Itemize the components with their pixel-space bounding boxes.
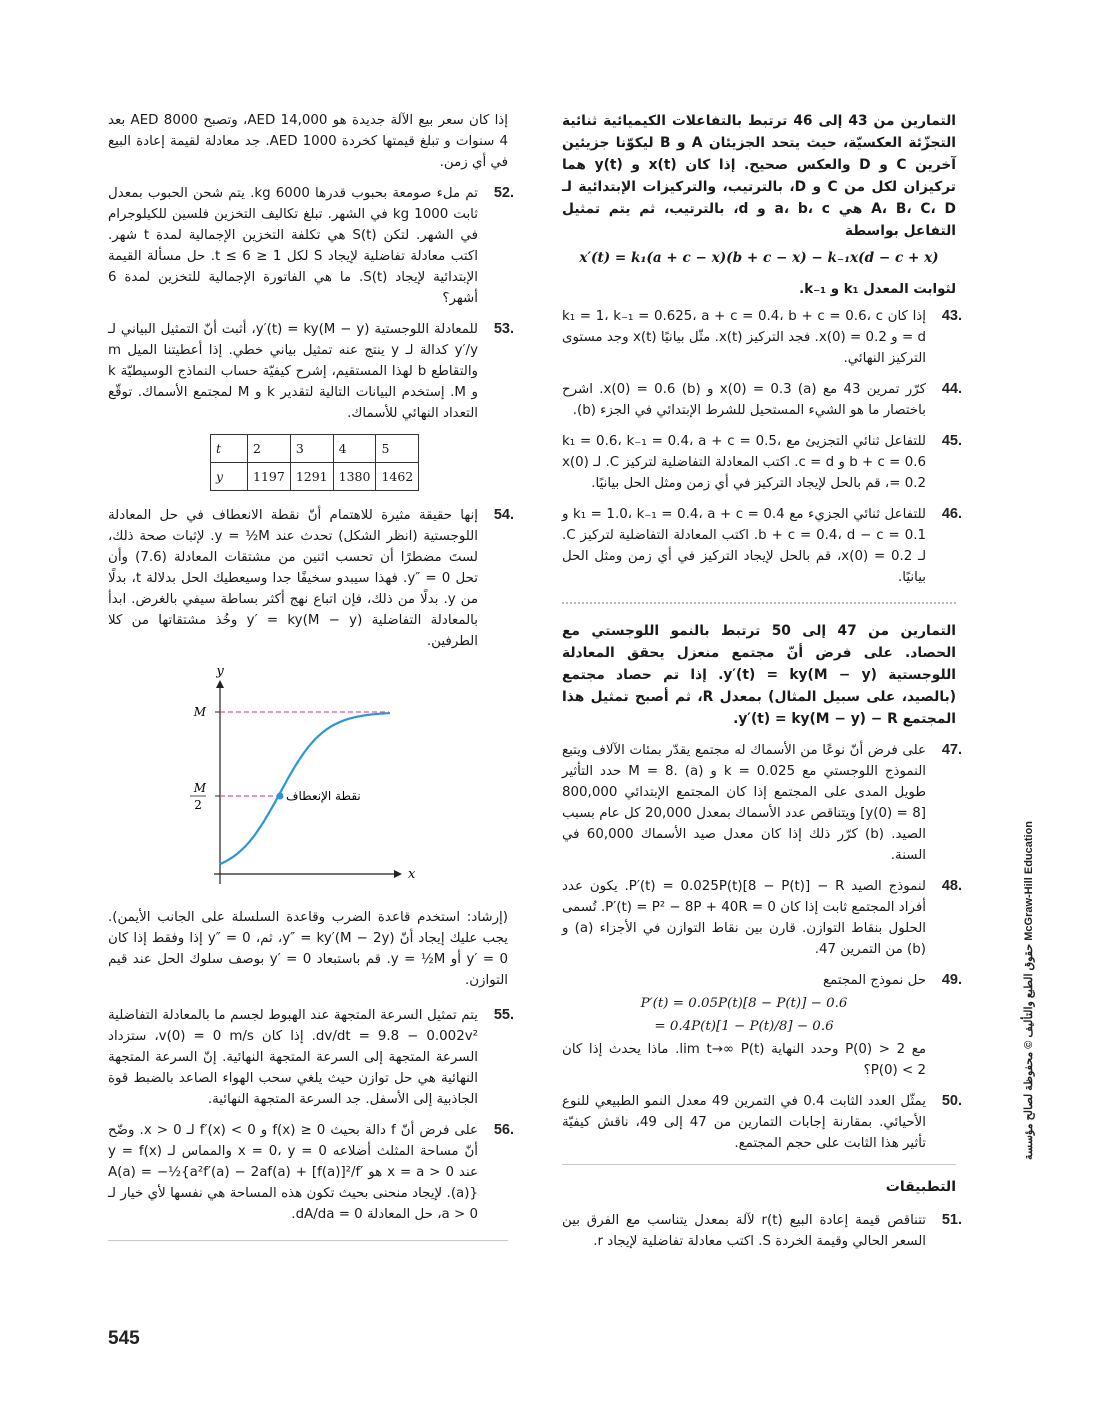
exercise-53 xyxy=(108,319,514,424)
x-axis-label: x xyxy=(408,867,416,882)
copyright-text: حقوق الطبع والتأليف © محفوظة لصالح مؤسسة McGraw-Hill Education xyxy=(1023,820,1035,1160)
exercise-number: 52. xyxy=(493,185,514,201)
exercise-text: إنها حقيقة مثيرة للاهتمام أنّ نقطة الانعطاف في حل المعادلة اللوجستية (انظر الشكل) تحدث عند y = ½M. لإثبات صحة ذلك، لستَ مضطرًا أن تحسب اثنين من مشتقات المعادلة (7.6) وأن تحل y″ = 0. فهذا سيبدو سخيفًا جدا وسيعطيك الحل بدلالة t، بدلًا من y. بدلًا من ذلك، فإن اتباع نهج أكثر بساطة سيفي بالغرض. ابدأ بالمعادلة التفاضلية y′ = ky(M − y) وخُذ مشتقاتها من كلا الطرفين. xyxy=(108,508,479,649)
table-cell: 2 xyxy=(248,435,291,463)
exercise-number: 45. xyxy=(941,433,962,449)
exercise-text: على فرض أنّ نوعًا من الأسماك له مجتمع يقدّر بمئات الآلاف ويتبع النموذج اللوجستي مع k = 0.025 و M = 8. (a) حدد التأثير طويل المدى على المجتمع إذا كان المجتمع الإبتدائي 800,000 [y(0) = 8] ويتناقص عدد الأسماك بمعدل 20,000 كل عام بسبب الصيد. (b) كرّر ذلك إذا كان معدل صيد الأسماك 60,000 في السنة. xyxy=(562,743,927,863)
table-row xyxy=(211,463,419,491)
constants-note: لثوابت المعدل k₁ و k₋₁. xyxy=(799,282,956,297)
dotted-divider xyxy=(562,602,956,604)
exercise-number: 50. xyxy=(941,1093,962,1109)
exercise-text: كرّر تمرين 43 مع (a) x(0) = 0.3 و (b) x(0) = 0.6. اشرح باختصار ما هو الشيء المستحيل للشرط الإبتدائي في الجزء (b). xyxy=(562,382,927,418)
tick-label-half-den: 2 xyxy=(194,798,202,812)
left-column xyxy=(108,110,514,1235)
exercise-49 xyxy=(562,970,962,1081)
table-cell: 1380 xyxy=(333,463,376,491)
inflection-point xyxy=(277,793,284,800)
exercise-46 xyxy=(562,504,962,588)
exercise-51 xyxy=(562,1210,962,1252)
exercise-text: تم ملء صومعة بحبوب قدرها 6000 kg. يتم شحن الحبوب بمعدل ثابت 1000 kg في الشهر. تبلغ تكاليف التخزين فلسين للكيلوجرام في الشهر. لتكن S(t) هي تكلفة التخزين الإجمالية لمدة t شهر. اكتب معادلة تفاضلية لإيجاد S لكل 1 ≤ t ≤ 6. حل مسألة القيمة الإبتدائية لإيجاد S(t). ما هي الفاتورة الإجمالية للتخزين لمدة 6 أشهر؟ xyxy=(108,186,478,306)
bottom-rule xyxy=(108,1240,508,1241)
exercise-number: 46. xyxy=(941,506,962,522)
exercise-number: 43. xyxy=(941,308,962,324)
exercise-56 xyxy=(108,1120,514,1225)
table-cell: 1291 xyxy=(290,463,333,491)
exercise-number: 47. xyxy=(941,742,962,758)
tick-label-half-num: M xyxy=(193,781,206,795)
exercise-48 xyxy=(562,876,962,960)
right-column xyxy=(562,110,962,1262)
exercise-text: للمعادلة اللوجستية y′(t) = ky(M − y)، أثبت أنّ التمثيل البياني لـ y′/y كدالة لـ y ينتج عنه تمثيل بياني خطي. إذا أعطيتنا الميل m والتقاطع b لهذا المستقيم، إشرح كيفيّة حساب النماذج الوسيطيّة k و M. إستخدم البيانات التالية لتقدير k و M لمجتمع الأسماك. توقّع التعداد النهائي للأسماك. xyxy=(108,322,479,421)
exercise-52 xyxy=(108,183,514,309)
table-header-cell: y xyxy=(211,463,248,491)
exercise-43 xyxy=(562,306,962,369)
copyright-side-note xyxy=(1008,760,1035,1160)
exercise-51-continued xyxy=(108,110,508,173)
exercise-text: يتم تمثيل السرعة المتجهة عند الهبوط لجسم ما بالمعادلة التفاضلية dv/dt = 9.8 − 0.002v². إذا كان v(0) = 0 m/s، ستزداد السرعة المتجهة إلى السرعة المتجهة النهائية. إنّ السرعة المتجهة النهائية هي حل توازن حيث يلغي سحب الهواء الصاعد بالضبط قوة الجاذبية إلى الأسفل. جد السرعة المتجهة النهائية. xyxy=(108,1008,479,1107)
intro-47-50: التمارين من 47 إلى 50 ترتبط بالنمو اللوجستي مع الحصاد. على فرض أنّ مجتمع منعزل يحقق المعادلة اللوجستية y′(t) = ky(M − y). إذا تم حصاد مجتمع (بالصيد، على سبيل المثال) بمعدل R، ثم أصبح تمثيل هذا المجتمع y′(t) = ky(M − y) − R. xyxy=(562,623,957,727)
x-axis-arrow xyxy=(394,870,402,878)
exercise-number: 51. xyxy=(941,1212,962,1228)
equation-49-line2: = 0.4P(t)[1 − P(t)/8] − 0.6 xyxy=(654,1019,834,1034)
table-cell: 3 xyxy=(290,435,333,463)
equation-43-46: x′(t) = k₁(a + c − x)(b + c − x) − k₋₁x(d − c + x) xyxy=(579,250,939,266)
page-number: 545 xyxy=(108,1328,140,1349)
exercise-number: 54. xyxy=(493,507,514,523)
exercise-text: على فرض أنّ f دالة بحيث f(x) ≥ 0 و f′(x) < 0 لـ x > 0. وضّح أنّ مساحة المثلث أضلاعه x = 0، y = 0 والمماس لـ y = f(x) عند x = a > 0 هو A(a) = −½{a²f′(a) − 2af(a) + [f(a)]²/f′(a)}. لإيجاد منحنى بحيث تكون هذه المساحة هي نفسها لأي خيار لـ a > 0، حل المعادلة dA/da = 0. xyxy=(108,1123,479,1222)
exercise-number: 55. xyxy=(493,1007,514,1023)
exercise-50 xyxy=(562,1091,962,1154)
exercise-text: إذا كان سعر بيع الآلة جديدة هو AED 14,000، وتصبح AED 8000 بعد 4 سنوات و تبلغ قيمتها كخردة AED 1000. جد معادلة لقيمة إعادة البيع في أي زمن. xyxy=(108,113,508,170)
equation-49-line1: P′(t) = 0.05P(t)[8 − P(t)] − 0.6 xyxy=(640,996,848,1011)
exercise-text: للتفاعل ثنائي التجزيئ مع k₁ = 0.6، k₋₁ = 0.4، a + c = 0.5، b + c = 0.6 و c = d. اكتب المعادلة التفاضلية لتركيز C. لـ x(0) = 0.2، قم بالحل لإيجاد التركيز في أي زمن ومثل الحل بيانيًا. xyxy=(562,434,926,491)
exercise-text: حل نموذج المجتمع xyxy=(822,973,926,988)
exercise-number: 53. xyxy=(493,321,514,337)
hint-54: (إرشاد: استخدم قاعدة الضرب وقاعدة السلسلة على الجانب الأيمن). يجب عليك إيجاد أنّ y″ = ky′(M − 2y)، ثم، y″ = 0 إذا وفقط إذا كان y′ = 0 أو y = ½M. قم باستبعاد y′ = 0 بوصف سلوك الحل عند قيم التوازن. xyxy=(108,910,509,988)
exercise-text: للتفاعل ثنائي الجزيء مع k₁ = 1.0، k₋₁ = 0.4، a + c = 0.4 و b + c = 0.4، d − c = 0.1. اكتب المعادلة التفاضلية لتركيز C. لـ x(0) = 0.2، قم بالحل لإيجاد التركيز في أي زمن ومثل الحل بيانيًا. xyxy=(562,507,927,585)
fish-data-table xyxy=(210,434,419,491)
y-axis-label: y xyxy=(216,664,224,679)
exercise-text: إذا كان k₁ = 1، k₋₁ = 0.625، a + c = 0.4، b + c = 0.6، c = d و x(0) = 0.2. فجد التركيز x(t). مثّل بيانيًا x(t) وجد مستوى التركيز النهائي. xyxy=(562,309,927,366)
exercise-text: لنموذج الصيد P′(t) = 0.025P(t)[8 − P(t)] − R. يكون عدد أفراد المجتمع ثابت إذا كان P′(t) = P² − 8P + 40R = 0. تُسمى الحلول بنقاط التوازن. قارن بين نقاط التوازن في الأجزاء (a) و (b) من التمرين 47. xyxy=(562,879,927,957)
exercise-text: تتناقص قيمة إعادة البيع r(t) لآلة بمعدل يتناسب مع الفرق بين السعر الحالي وقيمة الخردة S. اكتب معادلة تفاضلية لإيجاد r. xyxy=(562,1213,926,1249)
intro-43-46: التمارين من 43 إلى 46 ترتبط بالتفاعلات الكيميائية ثنائية التجزّئة العكسيّة، حيث يتحد الجزيئان A و B ليكوّنا جزيئين آخرين C و D والعكس صحيح. إذا كان x(t) و y(t) هما تركيزان لكل من C و D، بالترتيب، والتركيزات الإبتدائية لـ A، B، C، D هي a، b، c و d، بالترتيب، ثم يتم تمثيل التفاعل بواسطة xyxy=(562,113,957,239)
exercise-number: 48. xyxy=(941,878,962,894)
table-cell: 1462 xyxy=(376,463,419,491)
exercise-55 xyxy=(108,1005,514,1110)
table-header-cell: t xyxy=(211,435,248,463)
logistic-graph xyxy=(193,662,508,899)
exercise-49-tail: مع P(0) > 2 وحدد النهاية lim t→∞ P(t). ماذا يحدث إذا كان P(0) < 2؟ xyxy=(562,1042,927,1078)
tick-label-M: M xyxy=(193,705,206,719)
exercise-54 xyxy=(108,505,514,652)
logistic-curve-figure xyxy=(193,662,424,892)
inflection-label: نقطة الإنعطاف xyxy=(286,789,361,803)
table-cell: 4 xyxy=(333,435,376,463)
exercise-47 xyxy=(562,740,962,866)
exercise-text: يمثّل العدد الثابت 0.4 في التمرين 49 معدل النمو الطبيعي للنوع الأحيائي. بمقارنة إجابات التمارين من 47 إلى 49، ناقش كيفيّة تأثير هذا الثابت على حجم المجتمع. xyxy=(562,1094,926,1151)
exercise-number: 49. xyxy=(941,972,962,988)
exercise-45 xyxy=(562,431,962,494)
table-cell: 1197 xyxy=(248,463,291,491)
exercise-number: 56. xyxy=(493,1122,514,1138)
table-cell: 5 xyxy=(376,435,419,463)
exercise-number: 44. xyxy=(941,381,962,397)
applications-title: التطبيقات xyxy=(562,1164,956,1198)
table-row xyxy=(211,435,419,463)
y-axis-arrow xyxy=(216,680,224,688)
exercise-44 xyxy=(562,379,962,421)
